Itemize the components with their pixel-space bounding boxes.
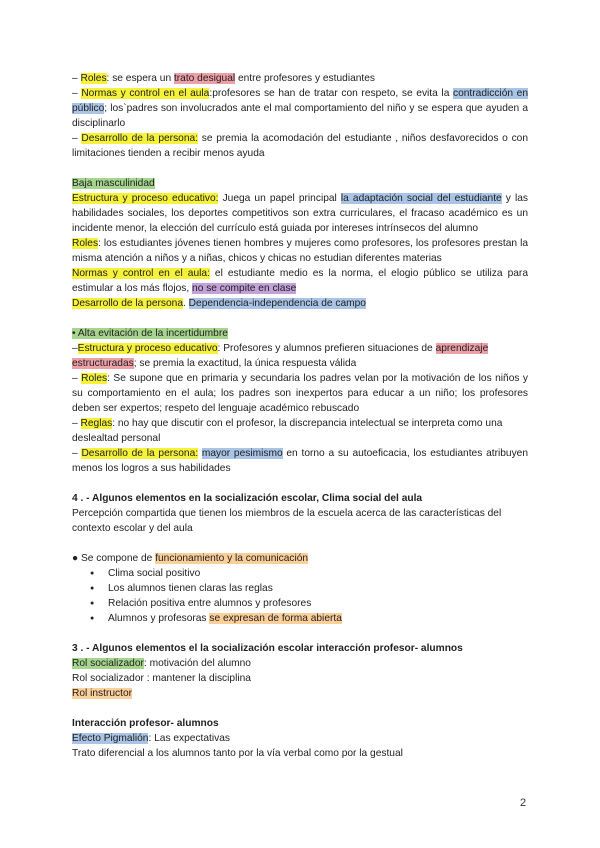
highlighted-text: funcionamiento y la comunicación [155, 553, 309, 564]
text-run: – [72, 418, 81, 429]
highlighted-text: • Alta evitación de la incertidumbre [72, 328, 228, 339]
paragraph [72, 341, 528, 371]
paragraph [72, 71, 528, 86]
text-run: 3 . - Algunos elementos el la socialización escolar interacción profesor- alumnos [72, 643, 463, 654]
text-run: – [72, 373, 82, 384]
highlighted-text: Baja masculinidad [72, 178, 155, 189]
paragraph [72, 551, 528, 566]
list-item [108, 596, 528, 611]
text-run: Percepción compartida que tienen los miembros de la escuela acerca de las características del contexto escolar y del aula [72, 508, 502, 534]
text-run: :profesores se han de tratar con respeto, se evita la [209, 88, 453, 99]
highlighted-text: Dependencia-independencia de campo [188, 298, 366, 309]
text-run: : motivación del alumno [143, 658, 251, 669]
paragraph [72, 191, 528, 236]
text-run: – [72, 73, 81, 84]
paragraph [72, 236, 528, 266]
text-run: Rol socializador : mantener la disciplina [72, 673, 251, 684]
paragraph-spacer [72, 311, 528, 326]
highlighted-text: Roles [72, 238, 99, 249]
highlighted-text: mayor pesimismo [201, 448, 283, 459]
text-run: Relación positiva entre alumnos y profesores [108, 598, 312, 609]
highlighted-text: Estructura y proceso educativo: [72, 193, 219, 204]
text-run: Juega un papel principal [218, 193, 341, 204]
paragraph-spacer [72, 626, 528, 641]
text-run: se premia la acomodación del estudiante , niños desfavorecidos o con limitaciones tienden a recibir menos ayuda [72, 133, 529, 159]
highlighted-text: Roles [81, 373, 108, 384]
text-run: en torno a su autoeficacia, los estudiantes atribuyen menos los logros a sus habilidades [72, 448, 528, 474]
text-run: – [72, 343, 78, 354]
paragraph [72, 326, 528, 341]
text-run: – [72, 88, 82, 99]
highlighted-text: Reglas [80, 418, 113, 429]
highlighted-text: Estructura y proceso educativo [77, 343, 218, 354]
text-run: 4 . - Algunos elementos en la socialización escolar, Clima social del aula [72, 493, 423, 504]
paragraph-spacer [72, 476, 528, 491]
highlighted-text: se expresan de forma abierta [209, 613, 342, 624]
paragraph-spacer [72, 161, 528, 176]
document-body [72, 71, 528, 761]
paragraph [72, 176, 528, 191]
list-item [108, 581, 528, 596]
highlighted-text: no se compite en clase [192, 283, 297, 294]
bullet-list [72, 566, 528, 626]
text-run: Interacción profesor- alumnos [72, 718, 219, 729]
highlighted-text: Normas y control en el aula [81, 88, 210, 99]
paragraph [72, 656, 528, 671]
highlighted-text: Roles [80, 73, 107, 84]
text-run: ; los`padres son involucrados ante el mal comportamiento del niño y se espera que ayuden a disciplinarlo [72, 103, 528, 129]
highlighted-text: Efecto Pigmalión [72, 733, 149, 744]
paragraph [72, 671, 528, 686]
text-run: Trato diferencial a los alumnos tanto por la vía verbal como por la gestual [72, 748, 403, 759]
highlighted-text: aprendizaje estructuradas [72, 343, 489, 369]
paragraph [72, 746, 528, 761]
paragraph [72, 506, 528, 536]
text-run: : no hay que discutir con el profesor, la discrepancia intelectual se interpreta como una deslealtad personal [72, 418, 503, 444]
text-run: . [183, 298, 189, 309]
text-run: : se espera un [106, 73, 174, 84]
text-run: y las habilidades sociales, los deportes competitivos son extra curriculares, el fracaso académico es un incidente menor, la elección del currículo está guiada por intereses intrínsecos del alumno [72, 193, 529, 234]
highlighted-text: Desarrollo de la persona [72, 298, 183, 309]
text-run: – [72, 133, 82, 144]
text-run: – [72, 448, 82, 459]
paragraph [72, 371, 528, 416]
text-run: ; se premia la exactitud, la única respuesta válida [133, 358, 357, 369]
text-run: Alumnos y profesoras [108, 613, 210, 624]
highlighted-text: Rol socializador [72, 658, 144, 669]
section-heading [72, 491, 528, 506]
highlighted-text: Desarrollo de la persona: [81, 133, 198, 144]
highlighted-text: Desarrollo de la persona: [81, 448, 199, 459]
highlighted-text: Rol instructor [72, 688, 133, 699]
section-heading [72, 716, 528, 731]
paragraph [72, 731, 528, 746]
highlighted-text: Normas y control en el aula: [72, 268, 210, 279]
paragraph [72, 686, 528, 701]
page-number: 2 [520, 797, 527, 809]
text-run: : los estudiantes jóvenes tienen hombres y mujeres como profesores, los profesores prestan la misma atención a niños y a niñas, chicos y chicas no estudian diferentes materias [72, 238, 528, 264]
paragraph-spacer [72, 701, 528, 716]
highlighted-text: trato desigual [173, 73, 236, 84]
paragraph [72, 416, 528, 446]
text-run: ● Se compone de [72, 553, 156, 564]
text-run: Clima social positivo [108, 568, 201, 579]
paragraph-spacer [72, 536, 528, 551]
list-item [108, 611, 528, 626]
section-heading [72, 641, 528, 656]
paragraph [72, 86, 528, 131]
paragraph [72, 446, 528, 476]
paragraph [72, 296, 528, 311]
text-run: el estudiante medio es la norma, el elogio público se utiliza para estimular a los más flojos, [72, 268, 528, 294]
paragraph [72, 266, 528, 296]
text-run: : Se supone que en primaria y secundaria los padres velan por la motivación de los niños y su comportamiento en el aula; los padres son inexpertos para educar a un niño; los profesores deben ser expertos; respeto del lenguaje académico rebuscado [72, 373, 528, 414]
text-run: Los alumnos tienen claras las reglas [108, 583, 273, 594]
highlighted-text: contradicción en público [72, 88, 528, 114]
highlighted-text: la adaptación social del estudiante [340, 193, 502, 204]
list-item [108, 566, 528, 581]
text-run: : Profesores y alumnos prefieren situaciones de [217, 343, 436, 354]
text-run: : Las expectativas [148, 733, 230, 744]
text-run: entre profesores y estudiantes [235, 73, 375, 84]
paragraph [72, 131, 528, 161]
